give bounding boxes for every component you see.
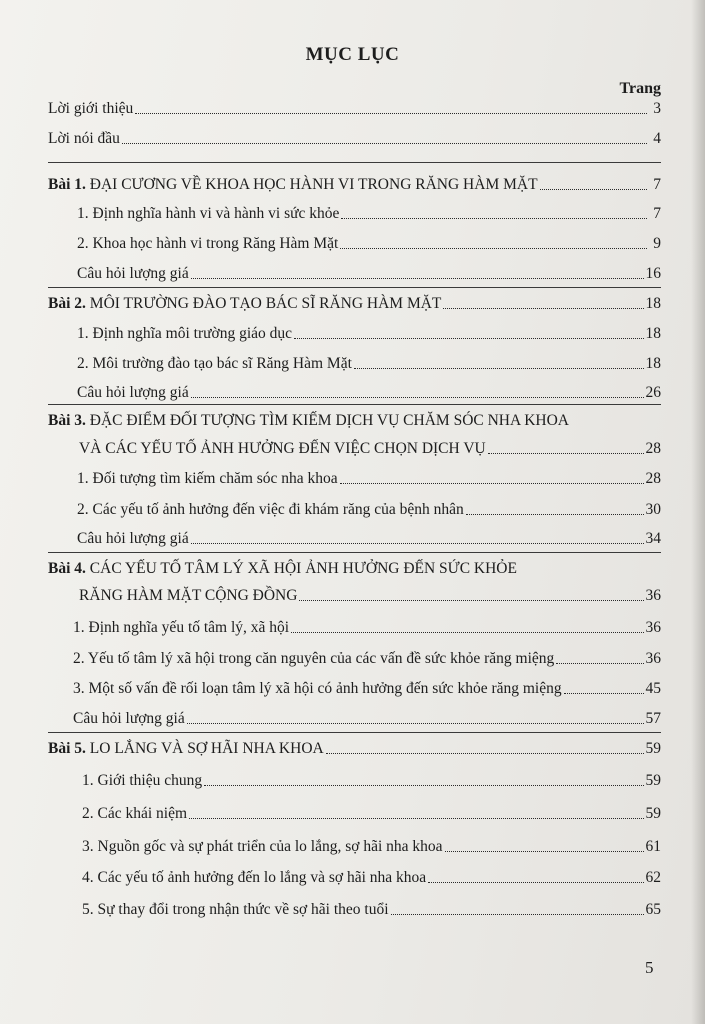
leader-dots (540, 189, 647, 190)
lesson-entry[interactable] (79, 440, 661, 458)
subsection-title: 2. Yếu tố tâm lý xã hội trong căn nguyên của các vấn đề sức khỏe răng miệng (73, 650, 555, 667)
subsection-title: 2. Môi trường đào tạo bác sĩ Răng Hàm Mặt (77, 355, 352, 372)
subsection-entry[interactable] (82, 772, 661, 790)
leader-dots (556, 663, 643, 664)
page-edge-shadow (691, 0, 705, 1024)
subsection-title: 1. Giới thiệu chung (82, 772, 203, 789)
leader-dots (189, 818, 643, 819)
leader-dots (428, 882, 643, 883)
subsection-entry[interactable] (77, 501, 661, 519)
lesson-title-line-1: ĐẶC ĐIỂM ĐỐI TƯỢNG TÌM KIẾM DỊCH VỤ CHĂM SÓC NHA KHOA (89, 412, 569, 429)
section-divider (48, 732, 661, 733)
subsection-entry[interactable] (77, 530, 661, 548)
section-divider (48, 287, 661, 288)
subsection-entry[interactable] (77, 265, 661, 283)
subsection-entry[interactable] (73, 650, 661, 668)
subsection-title: 2. Khoa học hành vi trong Răng Hàm Mặt (77, 235, 339, 252)
subsection-page: 59 (645, 805, 661, 822)
leader-dots (443, 308, 643, 309)
leader-dots (135, 113, 647, 114)
lesson-entry[interactable] (48, 176, 661, 194)
lesson-entry[interactable] (48, 740, 661, 758)
leader-dots (187, 723, 644, 724)
subsection-entry[interactable] (82, 869, 661, 887)
lesson-page: 59 (645, 740, 661, 757)
lesson-entry-first-line[interactable] (48, 412, 569, 430)
subsection-page: 16 (645, 265, 661, 282)
subsection-page: 61 (645, 838, 661, 855)
subsection-title: 2. Các khái niệm (82, 805, 188, 822)
subsection-title: 1. Đối tượng tìm kiếm chăm sóc nha khoa (77, 470, 338, 487)
subsection-page: 28 (645, 470, 661, 487)
subsection-title: 1. Định nghĩa yếu tố tâm lý, xã hội (73, 619, 290, 636)
leader-dots (564, 693, 644, 694)
leader-dots (341, 218, 647, 219)
lesson-title: MÔI TRƯỜNG ĐÀO TẠO BÁC SĨ RĂNG HÀM MẶT (89, 295, 442, 312)
subsection-page: 9 (653, 235, 661, 252)
lesson-entry[interactable] (79, 587, 661, 605)
subsection-page: 57 (645, 710, 661, 727)
leader-dots (391, 914, 644, 915)
leader-dots (340, 483, 644, 484)
toc-entry-page: 3 (653, 100, 661, 117)
toc-entry[interactable] (48, 100, 661, 118)
subsection-title: 5. Sự thay đổi trong nhận thức về sợ hãi theo tuổi (82, 901, 389, 918)
subsection-page: 7 (653, 205, 661, 222)
leader-dots (326, 753, 644, 754)
lesson-number: Bài 2. (48, 295, 86, 312)
leader-dots (204, 785, 643, 786)
subsection-entry[interactable] (77, 235, 661, 253)
subsection-page: 62 (645, 869, 661, 886)
subsection-entry[interactable] (77, 470, 661, 488)
toc-entry[interactable] (48, 130, 661, 148)
subsection-entry[interactable] (73, 710, 661, 728)
lesson-title: LO LẮNG VÀ SỢ HÃI NHA KHOA (89, 740, 324, 757)
toc-entry-label: Lời giới thiệu (48, 100, 134, 117)
leader-dots (291, 632, 643, 633)
lesson-number: Bài 4. (48, 560, 86, 577)
leader-dots (340, 248, 647, 249)
leader-dots (191, 397, 644, 398)
subsection-entry[interactable] (73, 680, 661, 698)
section-divider (48, 404, 661, 405)
subsection-title: Câu hỏi lượng giá (77, 530, 189, 547)
leader-dots (488, 453, 644, 454)
toc-entry-page: 4 (653, 130, 661, 147)
lesson-page: 18 (645, 295, 661, 312)
subsection-title: Câu hỏi lượng giá (73, 710, 185, 727)
subsection-title: 1. Định nghĩa môi trường giáo dục (77, 325, 293, 342)
subsection-entry[interactable] (73, 619, 661, 637)
lesson-page: 36 (645, 587, 661, 604)
subsection-entry[interactable] (77, 355, 661, 373)
leader-dots (122, 143, 647, 144)
subsection-entry[interactable] (82, 901, 661, 919)
subsection-entry[interactable] (82, 838, 661, 856)
subsection-title: Câu hỏi lượng giá (77, 384, 189, 401)
subsection-entry[interactable] (77, 384, 661, 402)
lesson-page: 7 (653, 176, 661, 193)
leader-dots (445, 851, 644, 852)
subsection-entry[interactable] (77, 205, 661, 223)
subsection-title: 2. Các yếu tố ảnh hưởng đến việc đi khám răng của bệnh nhân (77, 501, 464, 518)
leader-dots (299, 600, 643, 601)
lesson-title-line-2: RĂNG HÀM MẶT CỘNG ĐỒNG (79, 587, 298, 604)
subsection-page: 45 (645, 680, 661, 697)
lesson-number: Bài 1. (48, 176, 86, 193)
subsection-page: 18 (645, 355, 661, 372)
lesson-title-line-2: VÀ CÁC YẾU TỐ ẢNH HƯỞNG ĐẾN VIỆC CHỌN DỊCH VỤ (79, 440, 486, 457)
subsection-page: 34 (645, 530, 661, 547)
page-column-header: Trang (619, 80, 661, 97)
subsection-entry[interactable] (82, 805, 661, 823)
subsection-page: 65 (645, 901, 661, 918)
leader-dots (354, 368, 644, 369)
leader-dots (191, 543, 644, 544)
subsection-title: 3. Nguồn gốc và sự phát triển của lo lắng, sợ hãi nha khoa (82, 838, 443, 855)
lesson-number: Bài 5. (48, 740, 86, 757)
page-title: MỤC LỤC (305, 44, 400, 65)
subsection-page: 30 (645, 501, 661, 518)
lesson-entry[interactable] (48, 295, 661, 313)
lesson-title: ĐẠI CƯƠNG VỀ KHOA HỌC HÀNH VI TRONG RĂNG HÀM MẶT (89, 176, 538, 193)
leader-dots (294, 338, 643, 339)
subsection-title: 3. Một số vấn đề rối loạn tâm lý xã hội có ảnh hưởng đến sức khỏe răng miệng (73, 680, 562, 697)
lesson-page: 28 (645, 440, 661, 457)
subsection-page: 36 (645, 619, 661, 636)
lesson-number: Bài 3. (48, 412, 86, 429)
lesson-entry-first-line[interactable] (48, 560, 517, 578)
subsection-page: 36 (645, 650, 661, 667)
subsection-title: 1. Định nghĩa hành vi và hành vi sức khỏe (77, 205, 340, 222)
subsection-title: Câu hỏi lượng giá (77, 265, 189, 282)
subsection-title: 4. Các yếu tố ảnh hưởng đến lo lắng và sợ hãi nha khoa (82, 869, 427, 886)
section-divider (48, 162, 661, 163)
leader-dots (191, 278, 644, 279)
toc-entry-label: Lời nói đầu (48, 130, 120, 147)
subsection-page: 59 (645, 772, 661, 789)
page-number: 5 (645, 958, 654, 977)
section-divider (48, 552, 661, 553)
lesson-title-line-1: CÁC YẾU TỐ TÂM LÝ XÃ HỘI ẢNH HƯỞNG ĐẾN SỨC KHỎE (89, 560, 517, 577)
subsection-entry[interactable] (77, 325, 661, 343)
subsection-page: 26 (645, 384, 661, 401)
leader-dots (466, 514, 644, 515)
subsection-page: 18 (645, 325, 661, 342)
